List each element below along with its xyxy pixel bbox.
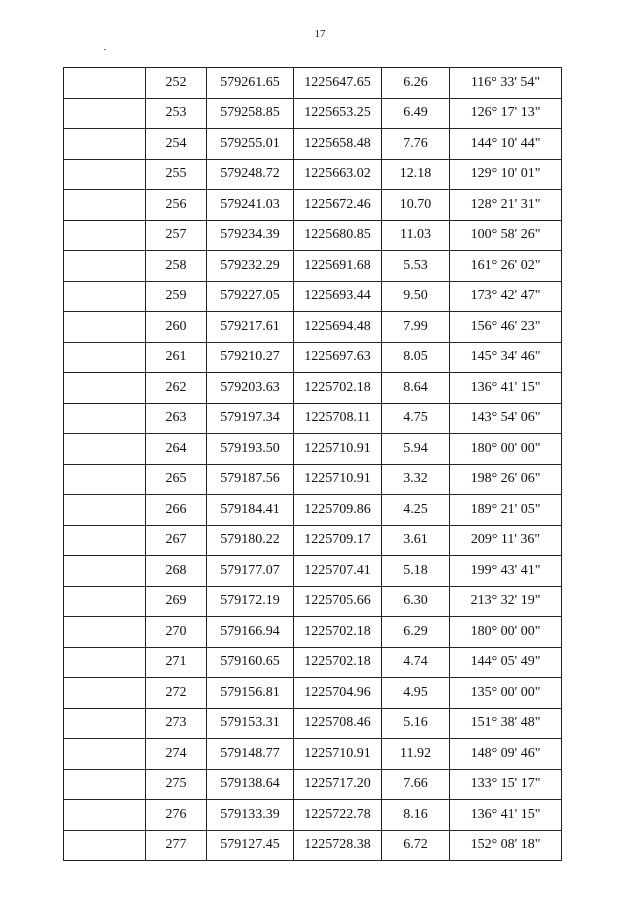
distance-cell: 5.18: [382, 556, 450, 587]
section-cell: [64, 556, 146, 587]
point-number-cell: 253: [146, 98, 207, 129]
y-coordinate-cell: 1225693.44: [294, 281, 382, 312]
bearing-cell: 213° 32' 19": [450, 586, 562, 617]
section-cell: [64, 830, 146, 861]
bearing-cell: 144° 05' 49": [450, 647, 562, 678]
x-coordinate-cell: 579234.39: [207, 220, 294, 251]
bearing-cell: 152° 08' 18": [450, 830, 562, 861]
y-coordinate-cell: 1225710.91: [294, 739, 382, 770]
bearing-cell: 136° 41' 15": [450, 800, 562, 831]
y-coordinate-cell: 1225722.78: [294, 800, 382, 831]
table-row: [64, 403, 562, 434]
distance-cell: 3.32: [382, 464, 450, 495]
distance-cell: 6.49: [382, 98, 450, 129]
section-cell: [64, 98, 146, 129]
section-cell: [64, 312, 146, 343]
x-coordinate-cell: 579133.39: [207, 800, 294, 831]
x-coordinate-cell: 579261.65: [207, 68, 294, 99]
point-number-cell: 267: [146, 525, 207, 556]
table-row: [64, 373, 562, 404]
point-number-cell: 258: [146, 251, 207, 282]
x-coordinate-cell: 579184.41: [207, 495, 294, 526]
table-row: [64, 159, 562, 190]
y-coordinate-cell: 1225691.68: [294, 251, 382, 282]
section-cell: [64, 464, 146, 495]
distance-cell: 4.74: [382, 647, 450, 678]
bearing-cell: 161° 26' 02": [450, 251, 562, 282]
coordinates-table-body: [64, 68, 562, 861]
table-row: [64, 586, 562, 617]
x-coordinate-cell: 579177.07: [207, 556, 294, 587]
y-coordinate-cell: 1225705.66: [294, 586, 382, 617]
y-coordinate-cell: 1225709.17: [294, 525, 382, 556]
y-coordinate-cell: 1225702.18: [294, 373, 382, 404]
distance-cell: 4.25: [382, 495, 450, 526]
y-coordinate-cell: 1225717.20: [294, 769, 382, 800]
section-cell: [64, 281, 146, 312]
y-coordinate-cell: 1225704.96: [294, 678, 382, 709]
x-coordinate-cell: 579148.77: [207, 739, 294, 770]
table-row: [64, 464, 562, 495]
x-coordinate-cell: 579217.61: [207, 312, 294, 343]
section-cell: [64, 68, 146, 99]
bearing-cell: 180° 00' 00": [450, 617, 562, 648]
section-cell: [64, 220, 146, 251]
y-coordinate-cell: 1225728.38: [294, 830, 382, 861]
distance-cell: 5.16: [382, 708, 450, 739]
x-coordinate-cell: 579232.29: [207, 251, 294, 282]
y-coordinate-cell: 1225708.46: [294, 708, 382, 739]
x-coordinate-cell: 579241.03: [207, 190, 294, 221]
y-coordinate-cell: 1225710.91: [294, 434, 382, 465]
point-number-cell: 259: [146, 281, 207, 312]
coordinates-table: [63, 67, 562, 861]
bearing-cell: 151° 38' 48": [450, 708, 562, 739]
x-coordinate-cell: 579172.19: [207, 586, 294, 617]
section-cell: [64, 678, 146, 709]
section-cell: [64, 647, 146, 678]
y-coordinate-cell: 1225710.91: [294, 464, 382, 495]
bearing-cell: 144° 10' 44": [450, 129, 562, 160]
distance-cell: 3.61: [382, 525, 450, 556]
distance-cell: 7.66: [382, 769, 450, 800]
x-coordinate-cell: 579180.22: [207, 525, 294, 556]
bearing-cell: 173° 42' 47": [450, 281, 562, 312]
y-coordinate-cell: 1225672.46: [294, 190, 382, 221]
x-coordinate-cell: 579227.05: [207, 281, 294, 312]
table-row: [64, 220, 562, 251]
point-number-cell: 260: [146, 312, 207, 343]
x-coordinate-cell: 579197.34: [207, 403, 294, 434]
section-cell: [64, 708, 146, 739]
table-row: [64, 617, 562, 648]
distance-cell: 6.26: [382, 68, 450, 99]
point-number-cell: 268: [146, 556, 207, 587]
distance-cell: 6.30: [382, 586, 450, 617]
section-cell: [64, 586, 146, 617]
x-coordinate-cell: 579153.31: [207, 708, 294, 739]
point-number-cell: 273: [146, 708, 207, 739]
y-coordinate-cell: 1225708.11: [294, 403, 382, 434]
x-coordinate-cell: 579187.56: [207, 464, 294, 495]
bearing-cell: 100° 58' 26": [450, 220, 562, 251]
x-coordinate-cell: 579127.45: [207, 830, 294, 861]
distance-cell: 4.75: [382, 403, 450, 434]
y-coordinate-cell: 1225702.18: [294, 617, 382, 648]
distance-cell: 11.03: [382, 220, 450, 251]
section-cell: [64, 403, 146, 434]
x-coordinate-cell: 579210.27: [207, 342, 294, 373]
distance-cell: 5.94: [382, 434, 450, 465]
x-coordinate-cell: 579203.63: [207, 373, 294, 404]
y-coordinate-cell: 1225697.63: [294, 342, 382, 373]
table-row: [64, 281, 562, 312]
table-row: [64, 800, 562, 831]
x-coordinate-cell: 579258.85: [207, 98, 294, 129]
y-coordinate-cell: 1225680.85: [294, 220, 382, 251]
bearing-cell: 180° 00' 00": [450, 434, 562, 465]
distance-cell: 8.64: [382, 373, 450, 404]
section-cell: [64, 190, 146, 221]
table-row: [64, 190, 562, 221]
distance-cell: 7.76: [382, 129, 450, 160]
distance-cell: 4.95: [382, 678, 450, 709]
y-coordinate-cell: 1225702.18: [294, 647, 382, 678]
x-coordinate-cell: 579193.50: [207, 434, 294, 465]
table-row: [64, 68, 562, 99]
y-coordinate-cell: 1225694.48: [294, 312, 382, 343]
point-number-cell: 277: [146, 830, 207, 861]
point-number-cell: 270: [146, 617, 207, 648]
point-number-cell: 256: [146, 190, 207, 221]
bearing-cell: 116° 33' 54": [450, 68, 562, 99]
x-coordinate-cell: 579248.72: [207, 159, 294, 190]
distance-cell: 5.53: [382, 251, 450, 282]
point-number-cell: 274: [146, 739, 207, 770]
distance-cell: 8.05: [382, 342, 450, 373]
table-row: [64, 251, 562, 282]
y-coordinate-cell: 1225709.86: [294, 495, 382, 526]
section-cell: [64, 525, 146, 556]
section-cell: [64, 434, 146, 465]
table-row: [64, 525, 562, 556]
table-row: [64, 129, 562, 160]
point-number-cell: 255: [146, 159, 207, 190]
point-number-cell: 265: [146, 464, 207, 495]
point-number-cell: 257: [146, 220, 207, 251]
section-cell: [64, 373, 146, 404]
y-coordinate-cell: 1225707.41: [294, 556, 382, 587]
x-coordinate-cell: 579138.64: [207, 769, 294, 800]
bearing-cell: 133° 15' 17": [450, 769, 562, 800]
section-cell: [64, 129, 146, 160]
table-row: [64, 434, 562, 465]
section-cell: [64, 769, 146, 800]
table-row: [64, 769, 562, 800]
point-number-cell: 252: [146, 68, 207, 99]
y-coordinate-cell: 1225653.25: [294, 98, 382, 129]
bearing-cell: 148° 09' 46": [450, 739, 562, 770]
y-coordinate-cell: 1225663.02: [294, 159, 382, 190]
section-cell: [64, 617, 146, 648]
point-number-cell: 271: [146, 647, 207, 678]
x-coordinate-cell: 579255.01: [207, 129, 294, 160]
section-cell: [64, 800, 146, 831]
bearing-cell: 209° 11' 36": [450, 525, 562, 556]
distance-cell: 11.92: [382, 739, 450, 770]
point-number-cell: 263: [146, 403, 207, 434]
distance-cell: 7.99: [382, 312, 450, 343]
distance-cell: 8.16: [382, 800, 450, 831]
bearing-cell: 135° 00' 00": [450, 678, 562, 709]
page-number: 17: [314, 28, 326, 40]
x-coordinate-cell: 579160.65: [207, 647, 294, 678]
table-row: [64, 739, 562, 770]
distance-cell: 6.72: [382, 830, 450, 861]
distance-cell: 12.18: [382, 159, 450, 190]
point-number-cell: 266: [146, 495, 207, 526]
distance-cell: 10.70: [382, 190, 450, 221]
bearing-cell: 156° 46' 23": [450, 312, 562, 343]
x-coordinate-cell: 579156.81: [207, 678, 294, 709]
section-cell: [64, 159, 146, 190]
point-number-cell: 275: [146, 769, 207, 800]
point-number-cell: 276: [146, 800, 207, 831]
section-cell: [64, 342, 146, 373]
point-number-cell: 254: [146, 129, 207, 160]
point-number-cell: 264: [146, 434, 207, 465]
table-row: [64, 678, 562, 709]
bearing-cell: 136° 41' 15": [450, 373, 562, 404]
bearing-cell: 129° 10' 01": [450, 159, 562, 190]
section-cell: [64, 495, 146, 526]
point-number-cell: 262: [146, 373, 207, 404]
table-row: [64, 830, 562, 861]
table-row: [64, 495, 562, 526]
y-coordinate-cell: 1225647.65: [294, 68, 382, 99]
table-row: [64, 98, 562, 129]
table-row: [64, 708, 562, 739]
section-cell: [64, 251, 146, 282]
bearing-cell: 126° 17' 13": [450, 98, 562, 129]
table-row: [64, 647, 562, 678]
x-coordinate-cell: 579166.94: [207, 617, 294, 648]
bearing-cell: 145° 34' 46": [450, 342, 562, 373]
table-row: [64, 342, 562, 373]
bearing-cell: 189° 21' 05": [450, 495, 562, 526]
distance-cell: 9.50: [382, 281, 450, 312]
y-coordinate-cell: 1225658.48: [294, 129, 382, 160]
bearing-cell: 143° 54' 06": [450, 403, 562, 434]
scan-speck: [104, 49, 106, 50]
distance-cell: 6.29: [382, 617, 450, 648]
point-number-cell: 272: [146, 678, 207, 709]
section-cell: [64, 739, 146, 770]
table-row: [64, 312, 562, 343]
point-number-cell: 261: [146, 342, 207, 373]
bearing-cell: 128° 21' 31": [450, 190, 562, 221]
table-row: [64, 556, 562, 587]
bearing-cell: 199° 43' 41": [450, 556, 562, 587]
bearing-cell: 198° 26' 06": [450, 464, 562, 495]
point-number-cell: 269: [146, 586, 207, 617]
